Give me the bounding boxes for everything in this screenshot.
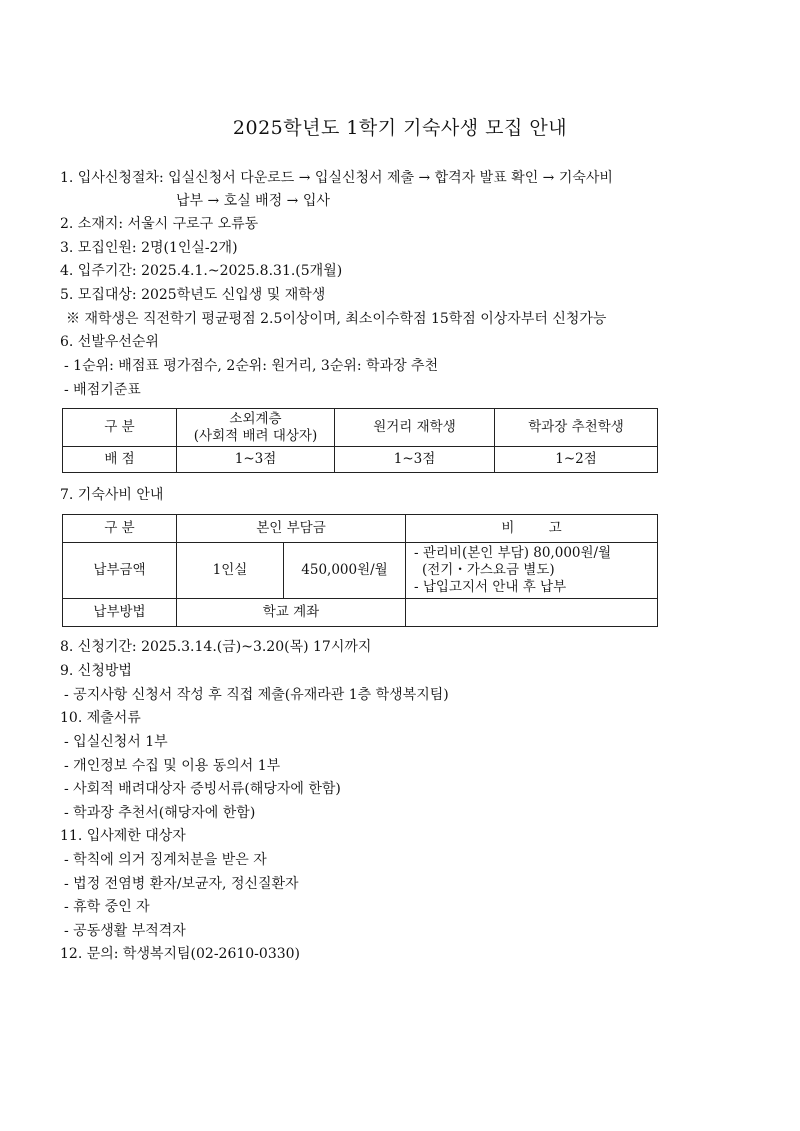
document-item: - 입실신청서 1부 [64, 734, 168, 750]
score-header-disadvantaged-line2: (사회적 배려 대상자) [193, 427, 318, 444]
section-3-capacity: 3. 모집인원: 2명(1인실-2개) [60, 240, 238, 256]
fee-remark-invoice: - 납입고지서 안내 후 납부 [414, 579, 567, 595]
fee-method-remarks-empty [406, 599, 658, 627]
document-item: - 학과장 추천서(해당자에 한함) [64, 805, 256, 821]
document-item: - 개인정보 수집 및 이용 동의서 1부 [64, 758, 281, 774]
restriction-item: - 법정 전염병 환자/보균자, 정신질환자 [64, 876, 299, 892]
score-table [62, 408, 658, 473]
fee-remark-utilities: (전기・가스요금 별도) [422, 562, 555, 578]
section-9-method-detail: - 공지사항 신청서 작성 후 직접 제출(유재라관 1층 학생복지팀) [64, 687, 449, 703]
score-header-disadvantaged [177, 409, 335, 447]
fee-amount-label: 납부금액 [63, 543, 177, 599]
score-recommend-value: 1~2점 [495, 447, 658, 473]
section-2-location: 2. 소재지: 서울시 구로구 오류동 [60, 216, 259, 232]
score-header-recommend: 학과장 추천학생 [495, 409, 658, 447]
fee-table-method-row [63, 599, 658, 627]
section-6-ranking: - 1순위: 배점표 평가점수, 2순위: 원거리, 3순위: 학과장 추천 [64, 358, 439, 374]
fee-table-amount-row [63, 543, 658, 599]
fee-header-charge: 본인 부담금 [177, 515, 406, 543]
score-table-header-row [63, 409, 658, 447]
score-disadvantaged-value: 1~3점 [177, 447, 335, 473]
fee-header-remarks: 비 고 [406, 515, 658, 543]
section-1-procedure-cont: 납부 → 호실 배정 → 입사 [176, 193, 330, 209]
section-4-period: 4. 입주기간: 2025.4.1.~2025.8.31.(5개월) [60, 263, 343, 279]
section-9-method: 9. 신청방법 [60, 663, 132, 679]
score-header-distance: 원거리 재학생 [335, 409, 495, 447]
section-7-fees: 7. 기숙사비 안내 [60, 487, 164, 503]
score-header-category: 구 분 [63, 409, 177, 447]
section-5-eligibility: 5. 모집대상: 2025학년도 신입생 및 재학생 [60, 287, 326, 303]
score-distance-value: 1~3점 [335, 447, 495, 473]
section-1-procedure: 1. 입사신청절차: 입실신청서 다운로드 → 입실신청서 제출 → 합격자 발표 확인 → 기숙사비 [60, 170, 613, 186]
score-row-label: 배 점 [63, 447, 177, 473]
section-8-application-period: 8. 신청기간: 2025.3.14.(금)~3.20(목) 17시까지 [60, 639, 372, 655]
section-10-documents: 10. 제출서류 [60, 710, 141, 726]
document-item: - 사회적 배려대상자 증빙서류(해당자에 한함) [64, 781, 341, 797]
fee-table [62, 514, 658, 627]
section-6-score-table-label: - 배점기준표 [64, 382, 141, 398]
section-12-contact: 12. 문의: 학생복지팀(02-2610-0330) [60, 946, 301, 962]
fee-table-header-row [63, 515, 658, 543]
fee-monthly-amount: 450,000원/월 [284, 543, 406, 599]
fee-remark-management: - 관리비(본인 부담) 80,000원/월 [414, 545, 612, 561]
section-6-priority: 6. 선발우선순위 [60, 334, 159, 350]
section-11-restrictions: 11. 입사제한 대상자 [60, 828, 186, 844]
restriction-item: - 학칙에 의거 징계처분을 받은 자 [64, 852, 267, 868]
page-title: 2025학년도 1학기 기숙사생 모집 안내 [232, 117, 568, 139]
fee-header-category: 구 분 [63, 515, 177, 543]
fee-method-label: 납부방법 [63, 599, 177, 627]
section-5-note: ※ 재학생은 직전학기 평균평점 2.5이상이며, 최소이수학점 15학점 이상자부터 신청가능 [66, 311, 607, 327]
restriction-item: - 휴학 중인 자 [64, 899, 150, 915]
score-header-disadvantaged-line1: 소외계층 [229, 410, 282, 427]
fee-remarks [406, 543, 658, 599]
fee-room-type: 1인실 [177, 543, 284, 599]
restriction-item: - 공동생활 부적격자 [64, 923, 186, 939]
fee-method-value: 학교 계좌 [177, 599, 406, 627]
score-table-row [63, 447, 658, 473]
